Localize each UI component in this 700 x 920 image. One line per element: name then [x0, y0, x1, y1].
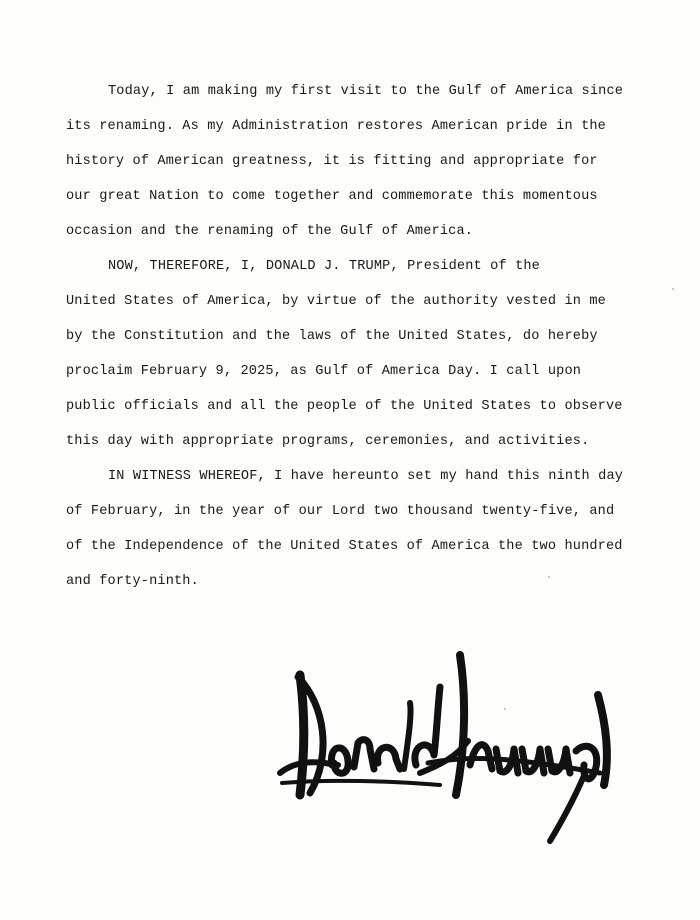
paper-speck [504, 708, 506, 710]
paragraph-3-line-3: of the Independence of the United States of America the two hundred [66, 539, 623, 554]
paragraph-3-line-4: and forty-ninth. [66, 574, 199, 589]
paragraph-2-line-2: United States of America, by virtue of the authority vested in me [66, 294, 606, 309]
paper-speck [672, 288, 674, 290]
proclamation-body [66, 74, 646, 599]
paragraph-3-line-2: of February, in the year of our Lord two thousand twenty-five, and [66, 504, 615, 519]
signature [270, 645, 620, 855]
paragraph-1-line-2: its renaming. As my Administration restores American pride in the [66, 119, 606, 134]
paper-speck [548, 576, 550, 578]
paragraph-1-line-1: Today, I am making my first visit to the Gulf of America since [108, 84, 624, 99]
paragraph-1-line-4: our great Nation to come together and commemorate this momentous [66, 189, 598, 204]
paragraph-2-line-4: proclaim February 9, 2025, as Gulf of America Day. I call upon [66, 364, 582, 379]
paragraph-2-line-5: public officials and all the people of the United States to observe [66, 399, 623, 414]
paragraph-2-line-6: this day with appropriate programs, ceremonies, and activities. [66, 434, 590, 449]
paragraph-2-line-1: NOW, THEREFORE, I, DONALD J. TRUMP, President of the [108, 259, 540, 274]
paragraph-2-line-3: by the Constitution and the laws of the United States, do hereby [66, 329, 598, 344]
paragraph-1-line-3: history of American greatness, it is fitting and appropriate for [66, 154, 598, 169]
paragraph-1-line-5: occasion and the renaming of the Gulf of America. [66, 224, 474, 239]
paragraph-3-line-1: IN WITNESS WHEREOF, I have hereunto set my hand this ninth day [108, 469, 624, 484]
